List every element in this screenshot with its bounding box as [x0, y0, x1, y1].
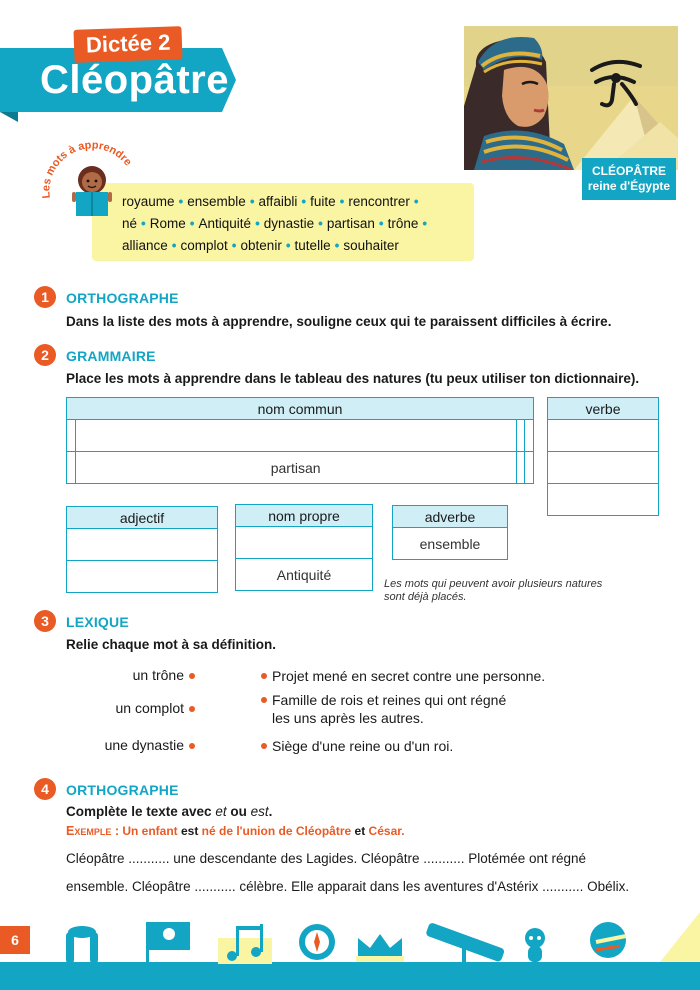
word: partisan: [326, 216, 375, 231]
bullet-separator: •: [178, 194, 184, 209]
word: Rome: [149, 216, 186, 231]
compass-icon: [299, 924, 335, 960]
word: souhaiter: [343, 238, 399, 253]
word: dynastie: [263, 216, 315, 231]
table-cell[interactable]: [548, 484, 659, 516]
table-header-adjectif: adjectif: [67, 507, 218, 529]
table-cell[interactable]: [67, 452, 76, 484]
dictee-badge: Dictée 2: [73, 26, 182, 63]
match-dot-left[interactable]: [189, 743, 195, 749]
table-header-nom-commun: nom commun: [67, 398, 534, 420]
table-cell[interactable]: [525, 420, 534, 452]
example-text: César.: [365, 824, 405, 838]
word: affaibli: [258, 194, 298, 209]
section-2-title: GRAMMAIRE: [66, 348, 156, 364]
match-word-dynastie: une dynastie: [104, 737, 184, 753]
fill-text-line-1: Cléopâtre ........... une descendante des Lagides. Cléopâtre ........... Plotémée ont régné: [66, 851, 587, 866]
section-4-number: 4: [34, 778, 56, 800]
table-nom-commun: [66, 397, 534, 484]
word: né: [122, 216, 138, 231]
word: trône: [387, 216, 419, 231]
word-row: [122, 191, 464, 213]
egyptian-head-icon: [590, 922, 626, 958]
bullet-separator: •: [141, 216, 146, 231]
table-cell[interactable]: [67, 529, 218, 561]
example-est: est: [180, 824, 199, 838]
table-note: [384, 578, 664, 604]
bullet-separator: •: [231, 238, 237, 253]
section-1-title: ORTHOGRAPHE: [66, 290, 179, 306]
word: alliance: [122, 238, 168, 253]
example-text: Un enfant: [118, 824, 181, 838]
word: ensemble: [187, 194, 246, 209]
table-cell[interactable]: [75, 420, 516, 452]
bullet-separator: •: [285, 238, 291, 253]
note-line: Les mots qui peuvent avoir plusieurs natures: [384, 578, 603, 590]
section-3-number: 3: [34, 610, 56, 632]
match-definition-3: Siège d'une reine ou d'un roi.: [272, 738, 454, 754]
footer-illustration: [0, 912, 700, 990]
instruction-text: ou: [226, 804, 251, 819]
mots-badge-label: Les mots à apprendre: [40, 139, 134, 199]
example-text: né de l'union de Cléopâtre: [198, 824, 355, 838]
match-word-complot: un complot: [115, 700, 184, 716]
bullet-separator: •: [171, 238, 177, 253]
word: complot: [180, 238, 228, 253]
word-row: [122, 235, 464, 257]
table-adjectif: [66, 506, 218, 593]
page-number: 6: [0, 926, 30, 954]
table-cell-prefilled: partisan: [75, 452, 516, 484]
table-cell[interactable]: [67, 420, 76, 452]
section-1-instruction: Dans la liste des mots à apprendre, souligne ceux qui te paraissent difficiles à écrire.: [66, 314, 612, 329]
section-4-instruction: [66, 804, 272, 819]
table-nom-propre: [235, 504, 373, 591]
instruction-est: est: [250, 804, 269, 819]
mots-a-apprendre-badge: [36, 128, 146, 238]
table-cell[interactable]: [548, 452, 659, 484]
match-dot-right[interactable]: [261, 697, 267, 703]
match-dot-right[interactable]: [261, 743, 267, 749]
instruction-text: Complète le texte avec: [66, 804, 216, 819]
bullet-separator: •: [422, 216, 428, 231]
section-2-number: 2: [34, 344, 56, 366]
table-verbe: [547, 397, 659, 516]
table-cell[interactable]: [548, 420, 659, 452]
bullet-separator: •: [413, 194, 419, 209]
word: Antiquité: [198, 216, 252, 231]
match-word-trone: un trône: [132, 667, 184, 683]
word: royaume: [122, 194, 175, 209]
match-definition-2: [272, 691, 506, 727]
telescope-icon: [425, 922, 505, 964]
caption-name: CLÉOPÂTRE: [591, 164, 666, 178]
word: obtenir: [240, 238, 282, 253]
table-header-adverbe: adverbe: [393, 506, 508, 528]
definition-line: Famille de rois et reines qui ont régné: [272, 692, 507, 708]
table-cell[interactable]: [525, 452, 534, 484]
instruction-text: .: [268, 804, 273, 819]
table-cell[interactable]: [67, 561, 218, 593]
table-header-nom-propre: nom propre: [236, 505, 373, 527]
word: tutelle: [294, 238, 331, 253]
page-title: Cléopâtre: [40, 58, 229, 102]
crown-icon: [356, 934, 404, 962]
bullet-separator: •: [334, 238, 340, 253]
match-dot-right[interactable]: [261, 673, 267, 679]
example-sentence: [66, 824, 405, 838]
illustration-caption: [582, 158, 676, 200]
table-header-verbe: verbe: [548, 398, 659, 420]
match-dot-left[interactable]: [189, 673, 195, 679]
example-et: et: [354, 824, 366, 838]
table-cell[interactable]: [516, 420, 525, 452]
music-notes-icon: [218, 924, 272, 964]
table-cell-prefilled: ensemble: [393, 528, 508, 560]
instruction-et: et: [215, 804, 227, 819]
bullet-separator: •: [255, 216, 260, 231]
section-1-number: 1: [34, 286, 56, 308]
note-line: sont déjà placés.: [384, 591, 467, 603]
monkey-icon: [525, 928, 545, 962]
bullet-separator: •: [249, 194, 255, 209]
pirate-flag-icon: [146, 922, 190, 964]
caption-subtitle: reine d'Égypte: [587, 179, 671, 193]
fill-text-line-2: ensemble. Cléopâtre ........... célèbre. Elle apparait dans les aventures d'Astérix ........... Obélix.: [66, 879, 630, 894]
cleopatra-illustration: [464, 26, 678, 170]
bullet-separator: •: [318, 216, 323, 231]
section-4-title: ORTHOGRAPHE: [66, 782, 179, 798]
match-definition-1: Projet mené en secret contre une personne.: [272, 668, 546, 684]
definition-line: les uns après les autres.: [272, 710, 424, 726]
table-cell[interactable]: [516, 452, 525, 484]
word: fuite: [310, 194, 336, 209]
title-fold: [0, 112, 18, 122]
example-label: Exemple :: [66, 824, 119, 838]
bullet-separator: •: [189, 216, 195, 231]
table-cell[interactable]: [236, 527, 373, 559]
section-3-title: LEXIQUE: [66, 614, 129, 630]
section-2-instruction: Place les mots à apprendre dans le tableau des natures (tu peux utiliser ton dictionnaire).: [66, 371, 640, 386]
table-cell-prefilled: Antiquité: [236, 559, 373, 591]
bullet-separator: •: [378, 216, 384, 231]
pyramid-icon: [660, 912, 700, 962]
laurel-icon: [66, 926, 98, 964]
word-list-box: [92, 183, 474, 261]
word-row: [122, 213, 464, 235]
match-dot-left[interactable]: [189, 706, 195, 712]
table-adverbe: [392, 505, 508, 560]
word: rencontrer: [348, 194, 410, 209]
bullet-separator: •: [301, 194, 307, 209]
section-3-instruction: Relie chaque mot à sa définition.: [66, 637, 277, 652]
bullet-separator: •: [339, 194, 345, 209]
